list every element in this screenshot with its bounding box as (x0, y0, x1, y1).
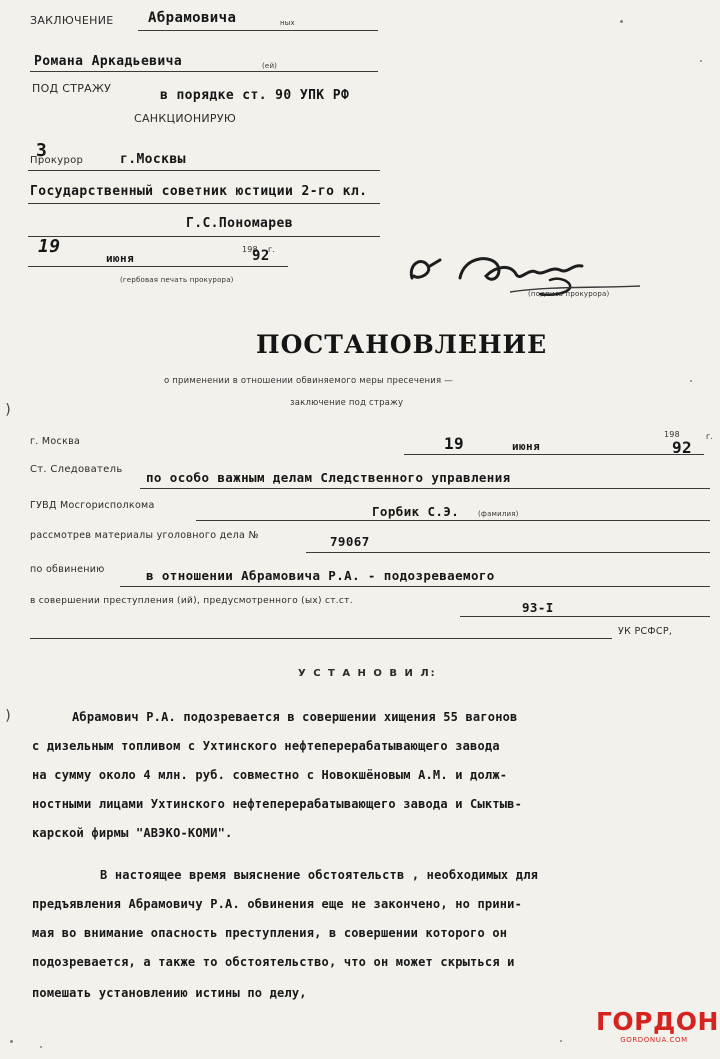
charge-label: по обвинению (30, 564, 105, 575)
scan-speck (690, 380, 692, 382)
first-names-suffix: (ей) (262, 62, 278, 70)
case-number: 79067 (330, 534, 370, 549)
document-title: ПОСТАНОВЛЕНИЕ (256, 330, 548, 359)
body-line-6: В настоящее время выяснение обстоятельств , необходимых для (100, 868, 539, 882)
margin-mark-top: ) (4, 402, 13, 418)
body-line-7: предъявления Абрамовичу Р.А. обвинения еще не закончено, но прини- (32, 897, 523, 911)
sanction-date-year-typed: 92 (252, 248, 270, 264)
investigator-name: Горбик С.Э. (372, 504, 460, 519)
department-line (196, 520, 710, 521)
body-line-1: Абрамович Р.А. подозревается в совершении хищения 55 вагонов (72, 710, 518, 724)
department-label: ГУВД Мосгорисполкома (30, 500, 155, 511)
charge-text: в отношении Абрамовича Р.А. - подозреваемого (146, 568, 495, 583)
first-names-line (30, 71, 378, 72)
prosecutor-city: г.Москвы (120, 152, 186, 167)
decree-date-line (404, 454, 704, 455)
rank-line (28, 203, 380, 204)
prosecutor-mark: З (36, 140, 48, 161)
scan-speck (560, 1040, 562, 1042)
sanction-date-year-printed: 198 (242, 245, 258, 254)
scan-speck (10, 1040, 13, 1043)
surname-line (138, 30, 378, 31)
accused-surname: Абрамовича (148, 10, 237, 26)
sanction-date-year-suffix: г. (268, 245, 276, 254)
prosecutor-rank: Государственный советник юстиции 2-го кл. (30, 184, 368, 199)
body-line-4: ностными лицами Ухтинского нефтеперерабатывающего завода и Сыктыв- (32, 797, 523, 811)
surname-suffix: ных (280, 19, 295, 27)
prosecutor-name-line (28, 236, 380, 237)
investigator-name-suffix: (фамилия) (478, 510, 519, 518)
watermark-site: GORDONUA.COM (620, 1036, 688, 1044)
decree-city: г. Москва (30, 436, 81, 447)
scan-speck (620, 20, 623, 23)
case-line (306, 552, 710, 553)
prosecutor-name: Г.С.Пономарев (186, 216, 293, 231)
prosecutor-line (28, 170, 380, 171)
prosecutor-prefix: Прокурор (30, 155, 84, 166)
criminal-code: УК РСФСР, (618, 626, 673, 637)
accused-first-names: Романа Аркадьевича (34, 54, 183, 69)
scan-speck (700, 60, 702, 62)
sanction-label: САНКЦИОНИРУЮ (134, 112, 237, 125)
sanction-date-day: 19 (38, 236, 61, 257)
case-label: рассмотрев материалы уголовного дела № (30, 530, 259, 541)
article-line: в порядке ст. 90 УПК РФ (160, 88, 350, 103)
decree-year-typed: 92 (672, 438, 693, 457)
body-line-9: подозревается, а также то обстоятельство, что он может скрыться и (32, 955, 515, 969)
decree-day: 19 (444, 434, 465, 453)
body-line-5: карской фирмы "АВЭКО-КОМИ". (32, 826, 233, 840)
crime-line (460, 616, 710, 617)
subtitle-line-1: о применении в отношении обвиняемого меры пресечения — (164, 376, 453, 386)
stamp-caption: (гербовая печать прокурора) (120, 276, 234, 284)
signature-caption: (подпись прокурора) (528, 290, 610, 298)
decree-year-printed: 198 (664, 430, 680, 439)
watermark-brand: ГОРДОН (596, 1007, 719, 1036)
subtitle-line-2: заключение под стражу (290, 398, 404, 408)
investigator-label: Ст. Следователь (30, 464, 123, 475)
code-line (30, 638, 612, 639)
scan-speck (40, 1046, 42, 1048)
established-label: У С Т А Н О В И Л: (298, 668, 437, 679)
decree-year-suffix: г. (706, 432, 714, 441)
charge-line (120, 586, 710, 587)
decree-month: июня (512, 440, 541, 453)
prosecutor-signature (400, 236, 650, 306)
gordon-watermark-logo (596, 1007, 719, 1052)
sanction-date-line (28, 266, 288, 267)
sanction-date-month: июня (106, 252, 135, 265)
body-line-3: на сумму около 4 млн. руб. совместно с Новокшёновым А.М. и долж- (32, 768, 508, 782)
investigator-text: по особо важным делам Следственного управления (146, 470, 511, 485)
margin-mark-bottom: ) (4, 708, 13, 724)
conclusion-label: ЗАКЛЮЧЕНИЕ (30, 14, 114, 27)
crime-article: 93-I (522, 600, 554, 615)
body-line-8: мая во внимание опасность преступления, в совершении которого он (32, 926, 508, 940)
body-line-2: с дизельным топливом с Ухтинского нефтеперерабатывающего завода (32, 739, 500, 753)
investigator-line (140, 488, 710, 489)
custody-label: ПОД СТРАЖУ (32, 82, 112, 95)
crime-label: в совершении преступления (ий), предусмотренного (ых) ст.ст. (30, 596, 353, 606)
body-line-10: помешать установлению истины по делу, (32, 986, 307, 1000)
